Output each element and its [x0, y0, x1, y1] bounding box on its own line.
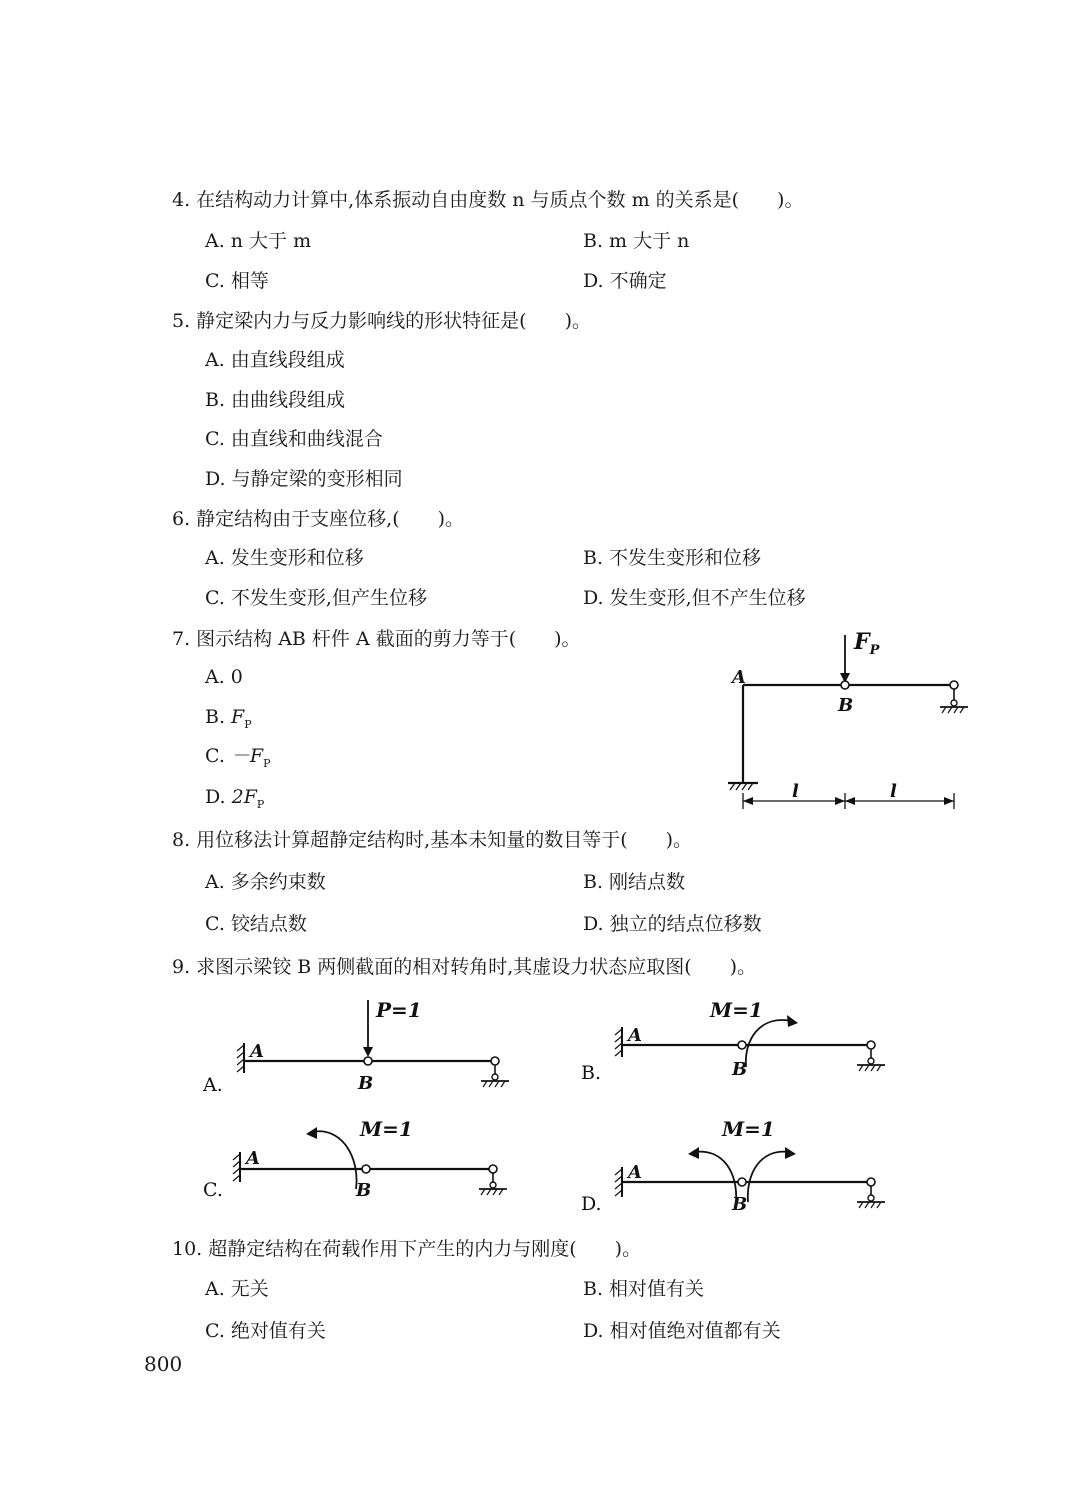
option-text: n 大于 m	[230, 230, 312, 252]
question-7-figure	[720, 625, 980, 825]
load-label: M=1	[722, 1117, 775, 1141]
q10-option-a[interactable]	[205, 1277, 269, 1301]
option-text: 不发生变形和位移	[609, 547, 762, 569]
option-text: 刚结点数	[609, 871, 686, 893]
moment-arc-left	[694, 1152, 736, 1202]
hinge-b	[738, 1178, 746, 1186]
q7-option-b[interactable]	[205, 705, 252, 737]
option-label: C.	[205, 428, 225, 450]
q7-option-c[interactable]	[205, 744, 271, 776]
fixed-support-hatch	[237, 1045, 244, 1072]
option-label: C.	[205, 913, 225, 935]
option-label: B.	[583, 1278, 604, 1300]
dim-arrow	[944, 797, 954, 805]
option-label: D.	[583, 913, 604, 935]
option-label: D.	[205, 468, 226, 490]
moment-arrow-head	[785, 1147, 796, 1159]
q4-option-d[interactable]	[583, 269, 667, 293]
q10-option-b[interactable]	[583, 1277, 704, 1301]
point-a-label: A	[732, 667, 746, 688]
point-b-label: B	[732, 1194, 748, 1215]
option-label: D.	[583, 1320, 604, 1342]
question-6-stem: 6. 静定结构由于支座位移,( )。	[172, 508, 465, 530]
moment-arrow-head	[688, 1147, 699, 1159]
moment-arc	[312, 1131, 357, 1189]
option-label: B.	[205, 389, 226, 411]
option-text: 相对值绝对值都有关	[609, 1320, 781, 1342]
q6-option-a[interactable]	[205, 546, 364, 570]
option-text: 发生变形,但不产生位移	[609, 587, 806, 609]
q9-option-c-figure[interactable]	[200, 1112, 530, 1207]
option-text: 无关	[230, 1278, 269, 1300]
question-10-stem: 10. 超静定结构在荷载作用下产生的内力与刚度( )。	[172, 1238, 642, 1260]
option-label: D.	[583, 270, 604, 292]
option-text: 相等	[230, 270, 269, 292]
hinge-b	[364, 1057, 372, 1065]
point-a-label: A	[628, 1162, 642, 1183]
moment-arrow-head	[787, 1015, 798, 1027]
option-label: A.	[205, 230, 225, 252]
point-b-label: B	[356, 1180, 372, 1201]
question-5-stem: 5. 静定梁内力与反力影响线的形状特征是( )。	[172, 310, 591, 332]
point-a-label: A	[246, 1148, 260, 1169]
fixed-support-hatch	[615, 1169, 622, 1196]
option-label: A.	[203, 1074, 223, 1096]
load-label: $F_P$	[854, 629, 880, 658]
q7-option-d[interactable]	[205, 785, 264, 817]
dim-arrow	[743, 797, 753, 805]
option-label: D.	[583, 587, 604, 609]
option-text: 不确定	[609, 270, 667, 292]
q8-option-b[interactable]	[583, 870, 685, 894]
q9-option-a-figure[interactable]	[200, 995, 530, 1100]
q7-option-a[interactable]	[205, 665, 243, 689]
option-text: 铰结点数	[230, 913, 307, 935]
option-text: 相对值有关	[609, 1278, 705, 1300]
option-text: 由曲线段组成	[231, 389, 346, 411]
dim-arrow	[835, 797, 845, 805]
q8-option-d[interactable]	[583, 912, 762, 936]
point-a-label: A	[250, 1041, 264, 1062]
option-text: 独立的结点位移数	[609, 913, 762, 935]
fixed-support-hatch	[615, 1029, 622, 1056]
option-text: 由直线段组成	[230, 349, 345, 371]
q8-option-c[interactable]	[205, 912, 307, 936]
option-subscript: P	[263, 756, 271, 770]
option-label: A.	[205, 547, 225, 569]
option-text: －F	[230, 745, 264, 767]
option-subscript: P	[256, 797, 265, 811]
option-text: F	[231, 706, 245, 728]
option-text: 绝对值有关	[230, 1320, 326, 1342]
option-label: A.	[205, 666, 225, 688]
option-text: 不发生变形,但产生位移	[230, 587, 427, 609]
option-label: C.	[205, 587, 225, 609]
option-label: B.	[583, 547, 604, 569]
option-text: 多余约束数	[230, 871, 326, 893]
q5-option-a[interactable]	[205, 348, 345, 372]
span-2-label: l	[890, 781, 897, 802]
option-label: A.	[205, 349, 225, 371]
page-number: 800	[144, 1352, 183, 1376]
q5-option-b[interactable]	[205, 388, 345, 412]
q6-option-d[interactable]	[583, 586, 806, 610]
q10-option-d[interactable]	[583, 1319, 781, 1343]
hinge-b	[841, 681, 849, 689]
moment-arc-right	[748, 1152, 790, 1202]
option-label: D.	[581, 1193, 602, 1215]
q4-option-a[interactable]	[205, 229, 311, 253]
load-arrow-head	[363, 1047, 373, 1057]
moment-arc	[746, 1020, 792, 1067]
option-text: 2F	[231, 786, 257, 808]
option-label: B.	[205, 706, 226, 728]
option-label: A.	[205, 1278, 225, 1300]
option-label: A.	[205, 871, 225, 893]
option-text: 由直线和曲线混合	[230, 428, 383, 450]
question-7-stem: 7. 图示结构 AB 杆件 A 截面的剪力等于( )。	[172, 628, 581, 650]
fixed-support-hatch	[233, 1154, 240, 1181]
moment-arrow-head	[306, 1127, 317, 1139]
point-a-label: A	[628, 1025, 642, 1046]
q5-option-c[interactable]	[205, 427, 383, 451]
q4-option-b[interactable]	[583, 229, 689, 253]
question-4-stem: 4. 在结构动力计算中,体系振动自由度数 n 与质点个数 m 的关系是( )。	[172, 189, 804, 211]
option-label: B.	[581, 1062, 602, 1084]
option-label: C.	[205, 270, 225, 292]
option-label: C.	[203, 1179, 223, 1201]
option-text: 与静定梁的变形相同	[231, 468, 403, 490]
point-b-label: B	[358, 1073, 374, 1094]
q9-option-d-figure[interactable]	[578, 1112, 908, 1217]
q10-option-c[interactable]	[205, 1319, 326, 1343]
load-label: M=1	[360, 1117, 413, 1141]
q8-option-a[interactable]	[205, 870, 326, 894]
question-9-stem: 9. 求图示梁铰 B 两侧截面的相对转角时,其虚设力状态应取图( )。	[172, 956, 757, 978]
option-label: D.	[205, 786, 226, 808]
point-b-label: B	[838, 695, 854, 716]
option-text: 发生变形和位移	[230, 547, 364, 569]
option-subscript: P	[244, 717, 252, 731]
hinge-b	[738, 1041, 746, 1049]
question-8-stem: 8. 用位移法计算超静定结构时,基本未知量的数目等于( )。	[172, 829, 693, 851]
option-text: m 大于 n	[609, 230, 690, 252]
option-text: 0	[230, 666, 243, 688]
option-label: B.	[583, 230, 604, 252]
q4-option-c[interactable]	[205, 269, 269, 293]
load-label: M=1	[710, 998, 763, 1022]
q6-option-b[interactable]	[583, 546, 761, 570]
option-label: C.	[205, 745, 225, 767]
hinge-b	[362, 1165, 370, 1173]
span-1-label: l	[792, 781, 799, 802]
load-label: P=1	[376, 998, 422, 1022]
q9-option-b-figure[interactable]	[578, 995, 908, 1100]
q5-option-d[interactable]	[205, 467, 403, 491]
dim-arrow	[845, 797, 855, 805]
option-label: C.	[205, 1320, 225, 1342]
point-b-label: B	[732, 1059, 748, 1080]
option-label: B.	[583, 871, 604, 893]
q6-option-c[interactable]	[205, 586, 427, 610]
